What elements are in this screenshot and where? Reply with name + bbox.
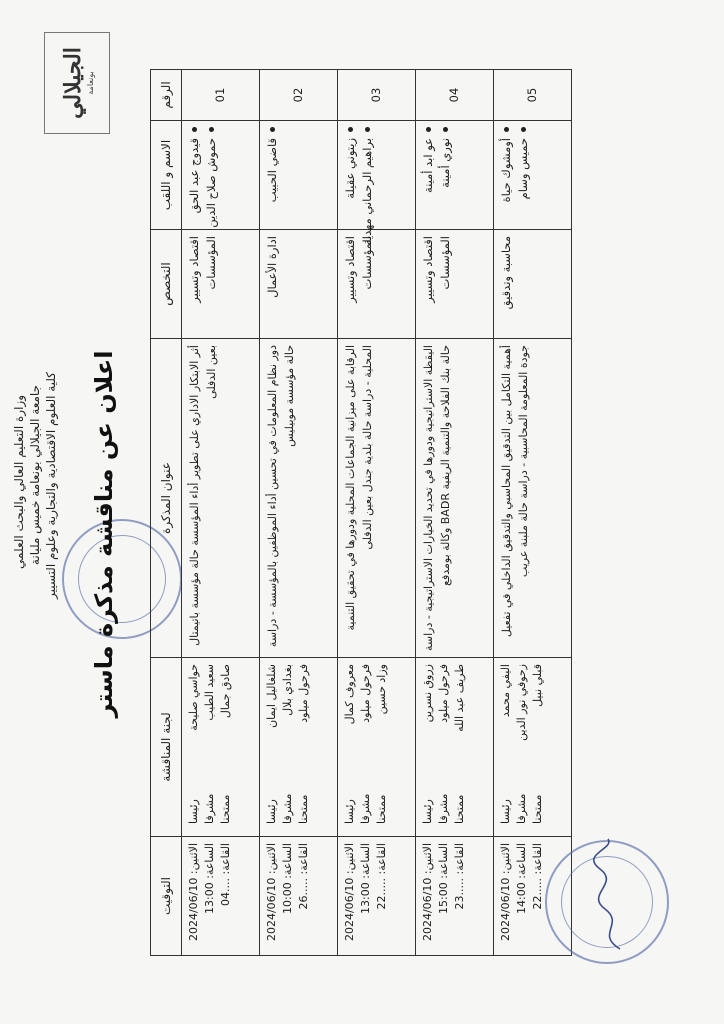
row-thesis	[416, 339, 494, 658]
table-row	[416, 70, 494, 956]
row-number: 02	[260, 70, 338, 121]
student-name: نوري أمينة	[437, 138, 452, 188]
row-number: 01	[182, 70, 260, 121]
defense-time: الساعة: 13:00	[202, 843, 216, 914]
specialty-text: اقتصاد وتسيير المؤسسات	[187, 236, 218, 303]
committee-member-name: حواسي صليحة	[187, 664, 200, 731]
defense-day: الاثنين: 2024/06/10	[343, 843, 356, 942]
bullet-icon	[365, 127, 370, 132]
committee-member-name: فرحول ميلود	[358, 664, 372, 723]
defense-time: الساعة: 10:00	[280, 843, 294, 914]
committee-member-name: اليفي محمد	[499, 664, 512, 718]
bullet-icon	[348, 127, 353, 132]
row-thesis	[260, 339, 338, 658]
university-logo	[44, 32, 110, 134]
defense-time: الساعة: 13:00	[358, 843, 372, 914]
committee-member	[264, 664, 280, 830]
committee-member-role: مشرفا	[202, 793, 216, 824]
thesis-title: دور نظام المعلومات في تحسين أداء الموظفين بالمؤسسة - دراسة حالة مؤسسة موبيليس	[266, 345, 297, 648]
committee-member	[218, 664, 234, 830]
defense-day: الاثنين: 2024/06/10	[421, 843, 434, 942]
committee-member-role: مشرفا	[436, 793, 450, 824]
row-students	[338, 121, 416, 246]
table-row	[182, 70, 260, 956]
table-row	[338, 70, 416, 956]
committee-member-role: مشرفا	[358, 793, 372, 824]
table-row	[494, 70, 572, 956]
header-faculty: كلية العلوم الاقتصادية والتجارية وعلوم التسيير	[44, 372, 58, 600]
committee-member	[452, 664, 468, 830]
committee-member-name: سعيد الطيب	[202, 664, 216, 721]
committee-member-role: ممتحنا	[218, 794, 232, 824]
committee-member-role: رئيسا	[343, 799, 356, 824]
header-university: جامعة الجيلالي بونعامة خميس مليانة	[28, 385, 42, 566]
row-committee	[182, 658, 260, 837]
committee-member	[530, 664, 546, 830]
committee-member	[280, 664, 296, 830]
header-ministry: وزارة التعليم العالي والبحث العلمي	[12, 395, 26, 569]
committee-member-name: بغدادي بلال	[280, 664, 294, 716]
defense-schedule-table	[150, 69, 572, 956]
committee-member-name: شلغاليل ايمان	[265, 664, 278, 728]
row-specialty	[260, 230, 338, 339]
student-item	[437, 127, 454, 223]
defense-room: القاعة: .....26	[296, 843, 310, 910]
committee-member-role: ممتحنا	[452, 794, 466, 824]
row-committee	[338, 658, 416, 837]
defense-room: القاعة: .....23	[452, 843, 466, 910]
row-number: 03	[338, 70, 416, 121]
row-committee	[260, 658, 338, 837]
signature	[590, 834, 630, 954]
committee-member-name: زحوفي نور الدين	[514, 664, 528, 741]
row-specialty	[182, 230, 260, 339]
defense-room: القاعة: .....22	[530, 843, 544, 910]
row-timing	[260, 837, 338, 956]
committee-member	[514, 664, 530, 830]
specialty-text: اقتصاد وتسيير المؤسسات	[343, 236, 374, 303]
bullet-icon	[426, 127, 431, 132]
thesis-title: اليقظة الاستراتيجية ودورها في تحديد الخيارات الاستراتيجية - دراسة حالة بنك الفلاحة والتنمية الريفية BADR وكالة بومدفع	[422, 345, 453, 652]
row-committee	[494, 658, 572, 837]
committee-member	[498, 664, 514, 830]
row-students	[494, 121, 572, 230]
student-item	[420, 127, 437, 223]
table-row	[260, 70, 338, 956]
committee-member	[342, 664, 358, 830]
row-specialty	[338, 230, 416, 339]
thesis-title: الرقابة على ميزانية الجماعات المحلية ودورها في تحقيق التنمية المحلية - دراسة حالة بلدية جندل بعين الدفلى	[344, 345, 375, 631]
row-number: 05	[494, 70, 572, 121]
specialty-text: ادارة الأعمال	[265, 236, 279, 298]
bullet-icon	[521, 127, 526, 132]
row-thesis	[182, 339, 260, 658]
row-thesis	[494, 339, 572, 658]
defense-time: الساعة: 15:00	[436, 843, 450, 914]
student-item	[264, 127, 281, 223]
bullet-icon	[270, 127, 275, 132]
logo-text-line1: الجيلالي	[59, 47, 86, 119]
committee-member	[296, 664, 312, 830]
row-students	[416, 121, 494, 230]
student-item	[359, 127, 376, 246]
page-title: اعلان عن مناقشة مذكرة ماستر	[90, 350, 118, 718]
committee-member-name: قبلي نبيل	[530, 664, 544, 707]
committee-member-name: صادق جمال	[218, 664, 232, 719]
row-students	[182, 121, 260, 230]
defense-room: القاعة: ....04	[218, 843, 232, 906]
student-item	[515, 127, 532, 223]
student-name: عو ابد أمينة	[421, 138, 435, 194]
thesis-title: أثر الابتكار الاداري على تطوير أداء المؤسسة حالة مؤسسة باتيمتال بعين الدفلى	[188, 345, 219, 646]
col-header-specialty: التخصص	[151, 230, 182, 339]
student-name: حميس وسام	[515, 138, 530, 200]
col-header-name: الاسم و اللقب	[151, 121, 182, 230]
row-thesis	[338, 339, 416, 658]
bullet-icon	[443, 127, 448, 132]
row-students	[260, 121, 338, 230]
logo-text-line2: بونعامة	[85, 71, 95, 95]
committee-member-name: فرحول ميلود	[436, 664, 450, 723]
col-header-number: الرقم	[151, 70, 182, 121]
student-item	[186, 127, 203, 223]
committee-member-name: وزاد حسين	[374, 664, 388, 715]
row-timing	[416, 837, 494, 956]
committee-member-role: ممتحنا	[530, 794, 544, 824]
col-header-timing: التوقيت	[151, 837, 182, 956]
committee-member	[358, 664, 374, 830]
defense-day: الاثنين: 2024/06/10	[499, 843, 512, 942]
row-specialty	[494, 230, 572, 339]
row-number: 04	[416, 70, 494, 121]
defense-room: القاعة: .....22	[374, 843, 388, 910]
committee-member-role: ممتحنا	[296, 794, 310, 824]
specialty-text: محاسبة وتدقيق	[499, 236, 513, 310]
bullet-icon	[192, 127, 197, 132]
student-name: قاضي الحبيب	[265, 138, 279, 203]
col-header-committee: لجنة المناقشة	[151, 658, 182, 837]
committee-member	[186, 664, 202, 830]
student-item	[203, 127, 220, 228]
row-committee	[416, 658, 494, 837]
committee-member-role: رئيسا	[187, 799, 200, 824]
row-timing	[338, 837, 416, 956]
bullet-icon	[504, 127, 509, 132]
row-specialty	[416, 230, 494, 339]
committee-member	[420, 664, 436, 830]
committee-member-name: فرحول ميلود	[296, 664, 310, 723]
student-name: قيدوج عبد الحق	[187, 138, 201, 214]
committee-member-role: ممتحنا	[374, 794, 388, 824]
committee-member	[202, 664, 218, 830]
row-timing	[182, 837, 260, 956]
col-header-thesis: عنوان المذكرة	[151, 339, 182, 658]
student-item	[342, 127, 359, 223]
committee-member	[436, 664, 452, 830]
specialty-text: اقتصاد وتسيير المؤسسات	[421, 236, 452, 303]
table-body	[182, 70, 572, 956]
committee-member-role: مشرفا	[514, 793, 528, 824]
student-name: حموش صلاح الدين	[203, 138, 218, 228]
bullet-icon	[209, 127, 214, 132]
student-name: أومشوك حياة	[499, 138, 513, 203]
committee-member-role: رئيسا	[421, 799, 434, 824]
student-item	[498, 127, 515, 223]
committee-member-role: مشرفا	[280, 793, 294, 824]
committee-member-name: زروق نسرين	[421, 664, 434, 723]
student-name: براهيم الرحماني مهدية	[359, 138, 374, 246]
committee-member	[374, 664, 390, 830]
table-header-row	[151, 70, 182, 956]
defense-day: الاثنين: 2024/06/10	[187, 843, 200, 942]
defense-day: الاثنين: 2024/06/10	[265, 843, 278, 942]
committee-member-name: معروف كمال	[343, 664, 356, 725]
committee-member-name: طريف عبد الله	[452, 664, 466, 732]
student-name: زيتوني عقيلة	[343, 138, 357, 199]
defense-time: الساعة: 14:00	[514, 843, 528, 914]
thesis-title: أهمية التكامل بين التدقيق المحاسبي والتدقيق الداخلي في تفعيل جودة المعلومة المحاسبية - دراسة حالة ملبنة عريب	[500, 345, 531, 638]
committee-member-role: رئيسا	[265, 799, 278, 824]
committee-member-role: رئيسا	[499, 799, 512, 824]
